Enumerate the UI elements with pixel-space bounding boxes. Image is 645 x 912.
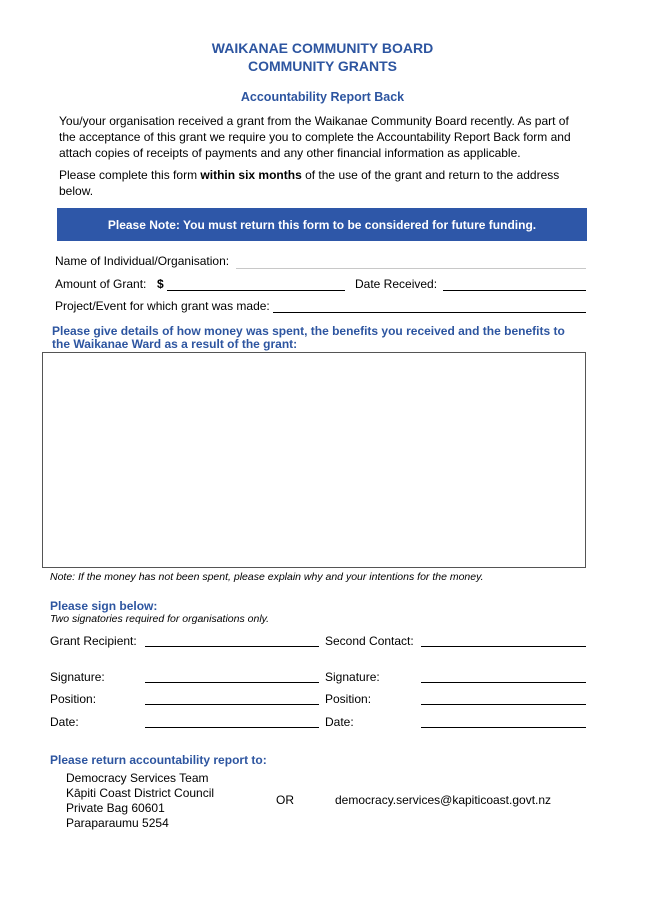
second-contact-input[interactable] <box>421 632 586 646</box>
second-contact-label: Second Contact: <box>325 634 414 648</box>
form-subtitle: Accountability Report Back <box>240 90 405 104</box>
amount-input[interactable] <box>167 276 345 290</box>
return-address <box>66 771 214 831</box>
return-email[interactable]: democracy.services@kapiticoast.govt.nz <box>335 793 552 807</box>
instructions-text: of the use of the grant and return to the address <box>301 168 560 182</box>
second-contact-underline <box>421 646 586 647</box>
position-input-left[interactable] <box>145 690 319 704</box>
sign-heading: Please sign below: <box>50 599 158 613</box>
date-label-right: Date: <box>325 715 354 729</box>
details-note: Note: If the money has not been spent, please explain why and your intentions for the money. <box>50 571 484 583</box>
amount-underline <box>167 290 345 291</box>
intro-line: You/your organisation received a grant from the Waikanae Community Board recently. As part of <box>59 114 569 128</box>
name-input[interactable] <box>236 253 586 267</box>
details-textarea[interactable] <box>43 353 585 567</box>
details-heading <box>52 324 565 351</box>
date-received-input[interactable] <box>443 276 586 290</box>
project-underline <box>273 312 586 313</box>
note-banner: Please Note: You must return this form to be considered for future funding. <box>57 208 587 241</box>
or-separator: OR <box>276 793 294 807</box>
deadline-emphasis: within six months <box>200 168 302 182</box>
sign-subnote: Two signatories required for organisations only. <box>50 613 270 625</box>
date-input-left[interactable] <box>145 713 319 727</box>
position-underline-left <box>145 704 319 705</box>
instructions-text: Please complete this form <box>59 168 201 182</box>
name-label: Name of Individual/Organisation: <box>55 254 230 268</box>
form-title-line1: WAIKANAE COMMUNITY BOARD <box>211 40 434 56</box>
name-underline <box>236 268 586 269</box>
address-line: Kāpiti Coast District Council <box>66 786 215 800</box>
date-received-label: Date Received: <box>355 277 438 291</box>
details-heading-line: the Waikanae Ward as a result of the grant: <box>52 337 298 351</box>
signature-label-right: Signature: <box>325 670 380 684</box>
return-heading: Please return accountability report to: <box>50 753 267 767</box>
grant-recipient-label: Grant Recipient: <box>50 634 137 648</box>
position-underline-right <box>421 704 586 705</box>
signature-underline-left <box>145 682 319 683</box>
project-input[interactable] <box>273 298 586 312</box>
position-input-right[interactable] <box>421 690 586 704</box>
form-title-line2: COMMUNITY GRANTS <box>247 58 398 74</box>
instructions-line <box>59 167 589 183</box>
date-underline-right <box>421 727 586 728</box>
position-label-right: Position: <box>325 692 372 706</box>
amount-label: Amount of Grant: <box>55 277 147 291</box>
instructions-line: below. <box>59 184 94 198</box>
date-received-underline <box>443 290 586 291</box>
intro-paragraph <box>59 113 589 161</box>
details-box[interactable] <box>42 352 586 568</box>
signature-input-left[interactable] <box>145 668 319 682</box>
intro-line: the acceptance of this grant we require you to complete the Accountability Report Back form and <box>59 130 571 144</box>
position-label-left: Position: <box>50 692 97 706</box>
grant-recipient-input[interactable] <box>145 632 319 646</box>
date-input-right[interactable] <box>421 713 586 727</box>
grant-recipient-underline <box>145 646 319 647</box>
signature-underline-right <box>421 682 586 683</box>
address-line: Paraparaumu 5254 <box>66 816 169 830</box>
project-label: Project/Event for which grant was made: <box>55 299 270 313</box>
signature-input-right[interactable] <box>421 668 586 682</box>
signature-label-left: Signature: <box>50 670 105 684</box>
date-label-left: Date: <box>50 715 79 729</box>
details-heading-line: Please give details of how money was spent, the benefits you received and the benefits to <box>52 324 565 338</box>
currency-symbol: $ <box>157 277 164 291</box>
intro-line: attach copies of receipts of payments and any other financial information as applicable. <box>59 146 521 160</box>
address-line: Private Bag 60601 <box>66 801 165 815</box>
date-underline-left <box>145 727 319 728</box>
address-line: Democracy Services Team <box>66 771 209 785</box>
instructions-paragraph <box>59 167 589 199</box>
